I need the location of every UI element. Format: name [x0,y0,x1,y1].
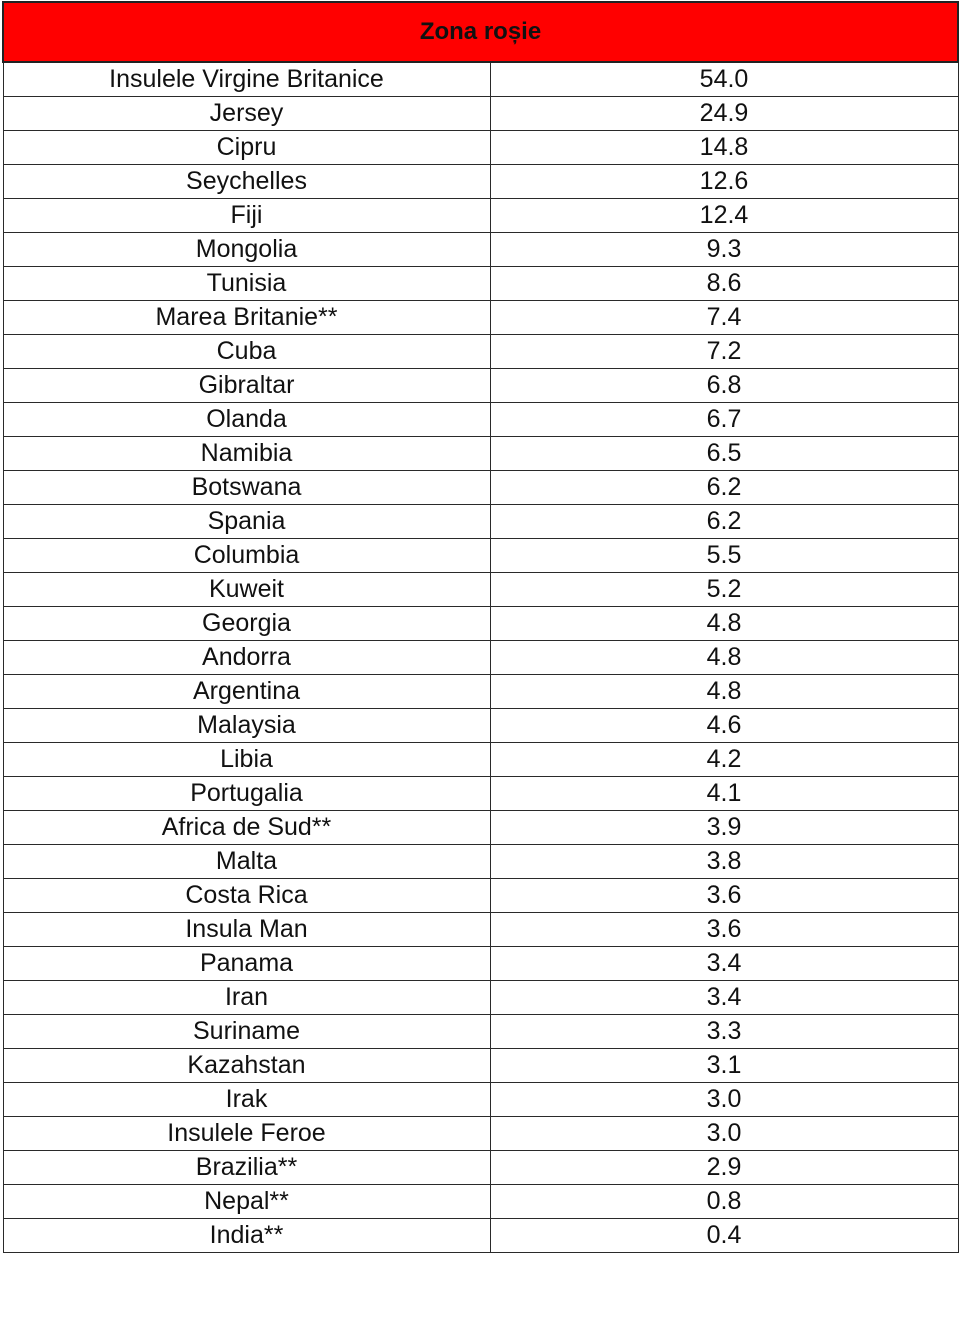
value-cell: 3.1 [490,1049,958,1083]
value-cell: 54.0 [490,62,958,97]
country-cell: Olanda [3,403,490,437]
value-cell: 4.8 [490,675,958,709]
table-row [3,709,958,743]
table-body [3,62,958,1253]
country-cell: Insulele Virgine Britanice [3,62,490,97]
table-row [3,403,958,437]
value-cell: 0.4 [490,1219,958,1253]
red-zone-table [2,1,959,1253]
country-cell: India** [3,1219,490,1253]
country-cell: Insulele Feroe [3,1117,490,1151]
country-cell: Malaysia [3,709,490,743]
country-cell: Cipru [3,131,490,165]
table-row [3,301,958,335]
table-row [3,913,958,947]
country-cell: Kazahstan [3,1049,490,1083]
value-cell: 3.0 [490,1117,958,1151]
country-cell: Andorra [3,641,490,675]
country-cell: Libia [3,743,490,777]
table-row [3,845,958,879]
value-cell: 9.3 [490,233,958,267]
table-row [3,1117,958,1151]
table-row [3,981,958,1015]
value-cell: 3.3 [490,1015,958,1049]
value-cell: 5.5 [490,539,958,573]
country-cell: Brazilia** [3,1151,490,1185]
country-cell: Gibraltar [3,369,490,403]
value-cell: 14.8 [490,131,958,165]
country-cell: Iran [3,981,490,1015]
value-cell: 6.2 [490,471,958,505]
value-cell: 4.8 [490,641,958,675]
value-cell: 12.4 [490,199,958,233]
value-cell: 8.6 [490,267,958,301]
table-row [3,641,958,675]
table-title: Zona roșie [3,2,958,62]
country-cell: Jersey [3,97,490,131]
value-cell: 3.6 [490,879,958,913]
country-cell: Irak [3,1083,490,1117]
table-row [3,233,958,267]
table-row [3,471,958,505]
value-cell: 4.2 [490,743,958,777]
table-row [3,675,958,709]
value-cell: 3.6 [490,913,958,947]
value-cell: 6.5 [490,437,958,471]
table-row [3,62,958,97]
table-row [3,1083,958,1117]
country-cell: Argentina [3,675,490,709]
table-row [3,539,958,573]
country-cell: Malta [3,845,490,879]
value-cell: 12.6 [490,165,958,199]
table-row [3,1185,958,1219]
value-cell: 24.9 [490,97,958,131]
table-row [3,607,958,641]
country-cell: Seychelles [3,165,490,199]
value-cell: 6.7 [490,403,958,437]
table-row [3,131,958,165]
country-cell: Namibia [3,437,490,471]
country-cell: Panama [3,947,490,981]
table-row [3,165,958,199]
value-cell: 3.4 [490,947,958,981]
country-cell: Portugalia [3,777,490,811]
country-cell: Nepal** [3,1185,490,1219]
table-row [3,335,958,369]
table-row [3,1219,958,1253]
value-cell: 4.6 [490,709,958,743]
value-cell: 0.8 [490,1185,958,1219]
table-row [3,879,958,913]
table-row [3,573,958,607]
table-row [3,97,958,131]
country-cell: Kuweit [3,573,490,607]
value-cell: 5.2 [490,573,958,607]
country-cell: Georgia [3,607,490,641]
country-cell: Tunisia [3,267,490,301]
value-cell: 7.4 [490,301,958,335]
table-row [3,267,958,301]
table-row [3,437,958,471]
country-cell: Insula Man [3,913,490,947]
table-row [3,811,958,845]
value-cell: 4.1 [490,777,958,811]
table-row [3,777,958,811]
country-cell: Fiji [3,199,490,233]
table-row [3,1049,958,1083]
table-row [3,1151,958,1185]
value-cell: 4.8 [490,607,958,641]
country-cell: Marea Britanie** [3,301,490,335]
table-row [3,199,958,233]
value-cell: 3.9 [490,811,958,845]
country-cell: Spania [3,505,490,539]
table-row [3,947,958,981]
value-cell: 2.9 [490,1151,958,1185]
header-row [3,2,958,62]
country-cell: Botswana [3,471,490,505]
value-cell: 3.0 [490,1083,958,1117]
table-row [3,1015,958,1049]
country-cell: Cuba [3,335,490,369]
table-row [3,369,958,403]
value-cell: 3.8 [490,845,958,879]
table-row [3,743,958,777]
value-cell: 7.2 [490,335,958,369]
country-cell: Mongolia [3,233,490,267]
country-cell: Africa de Sud** [3,811,490,845]
value-cell: 6.8 [490,369,958,403]
country-cell: Columbia [3,539,490,573]
country-cell: Costa Rica [3,879,490,913]
value-cell: 6.2 [490,505,958,539]
country-cell: Suriname [3,1015,490,1049]
table-row [3,505,958,539]
value-cell: 3.4 [490,981,958,1015]
